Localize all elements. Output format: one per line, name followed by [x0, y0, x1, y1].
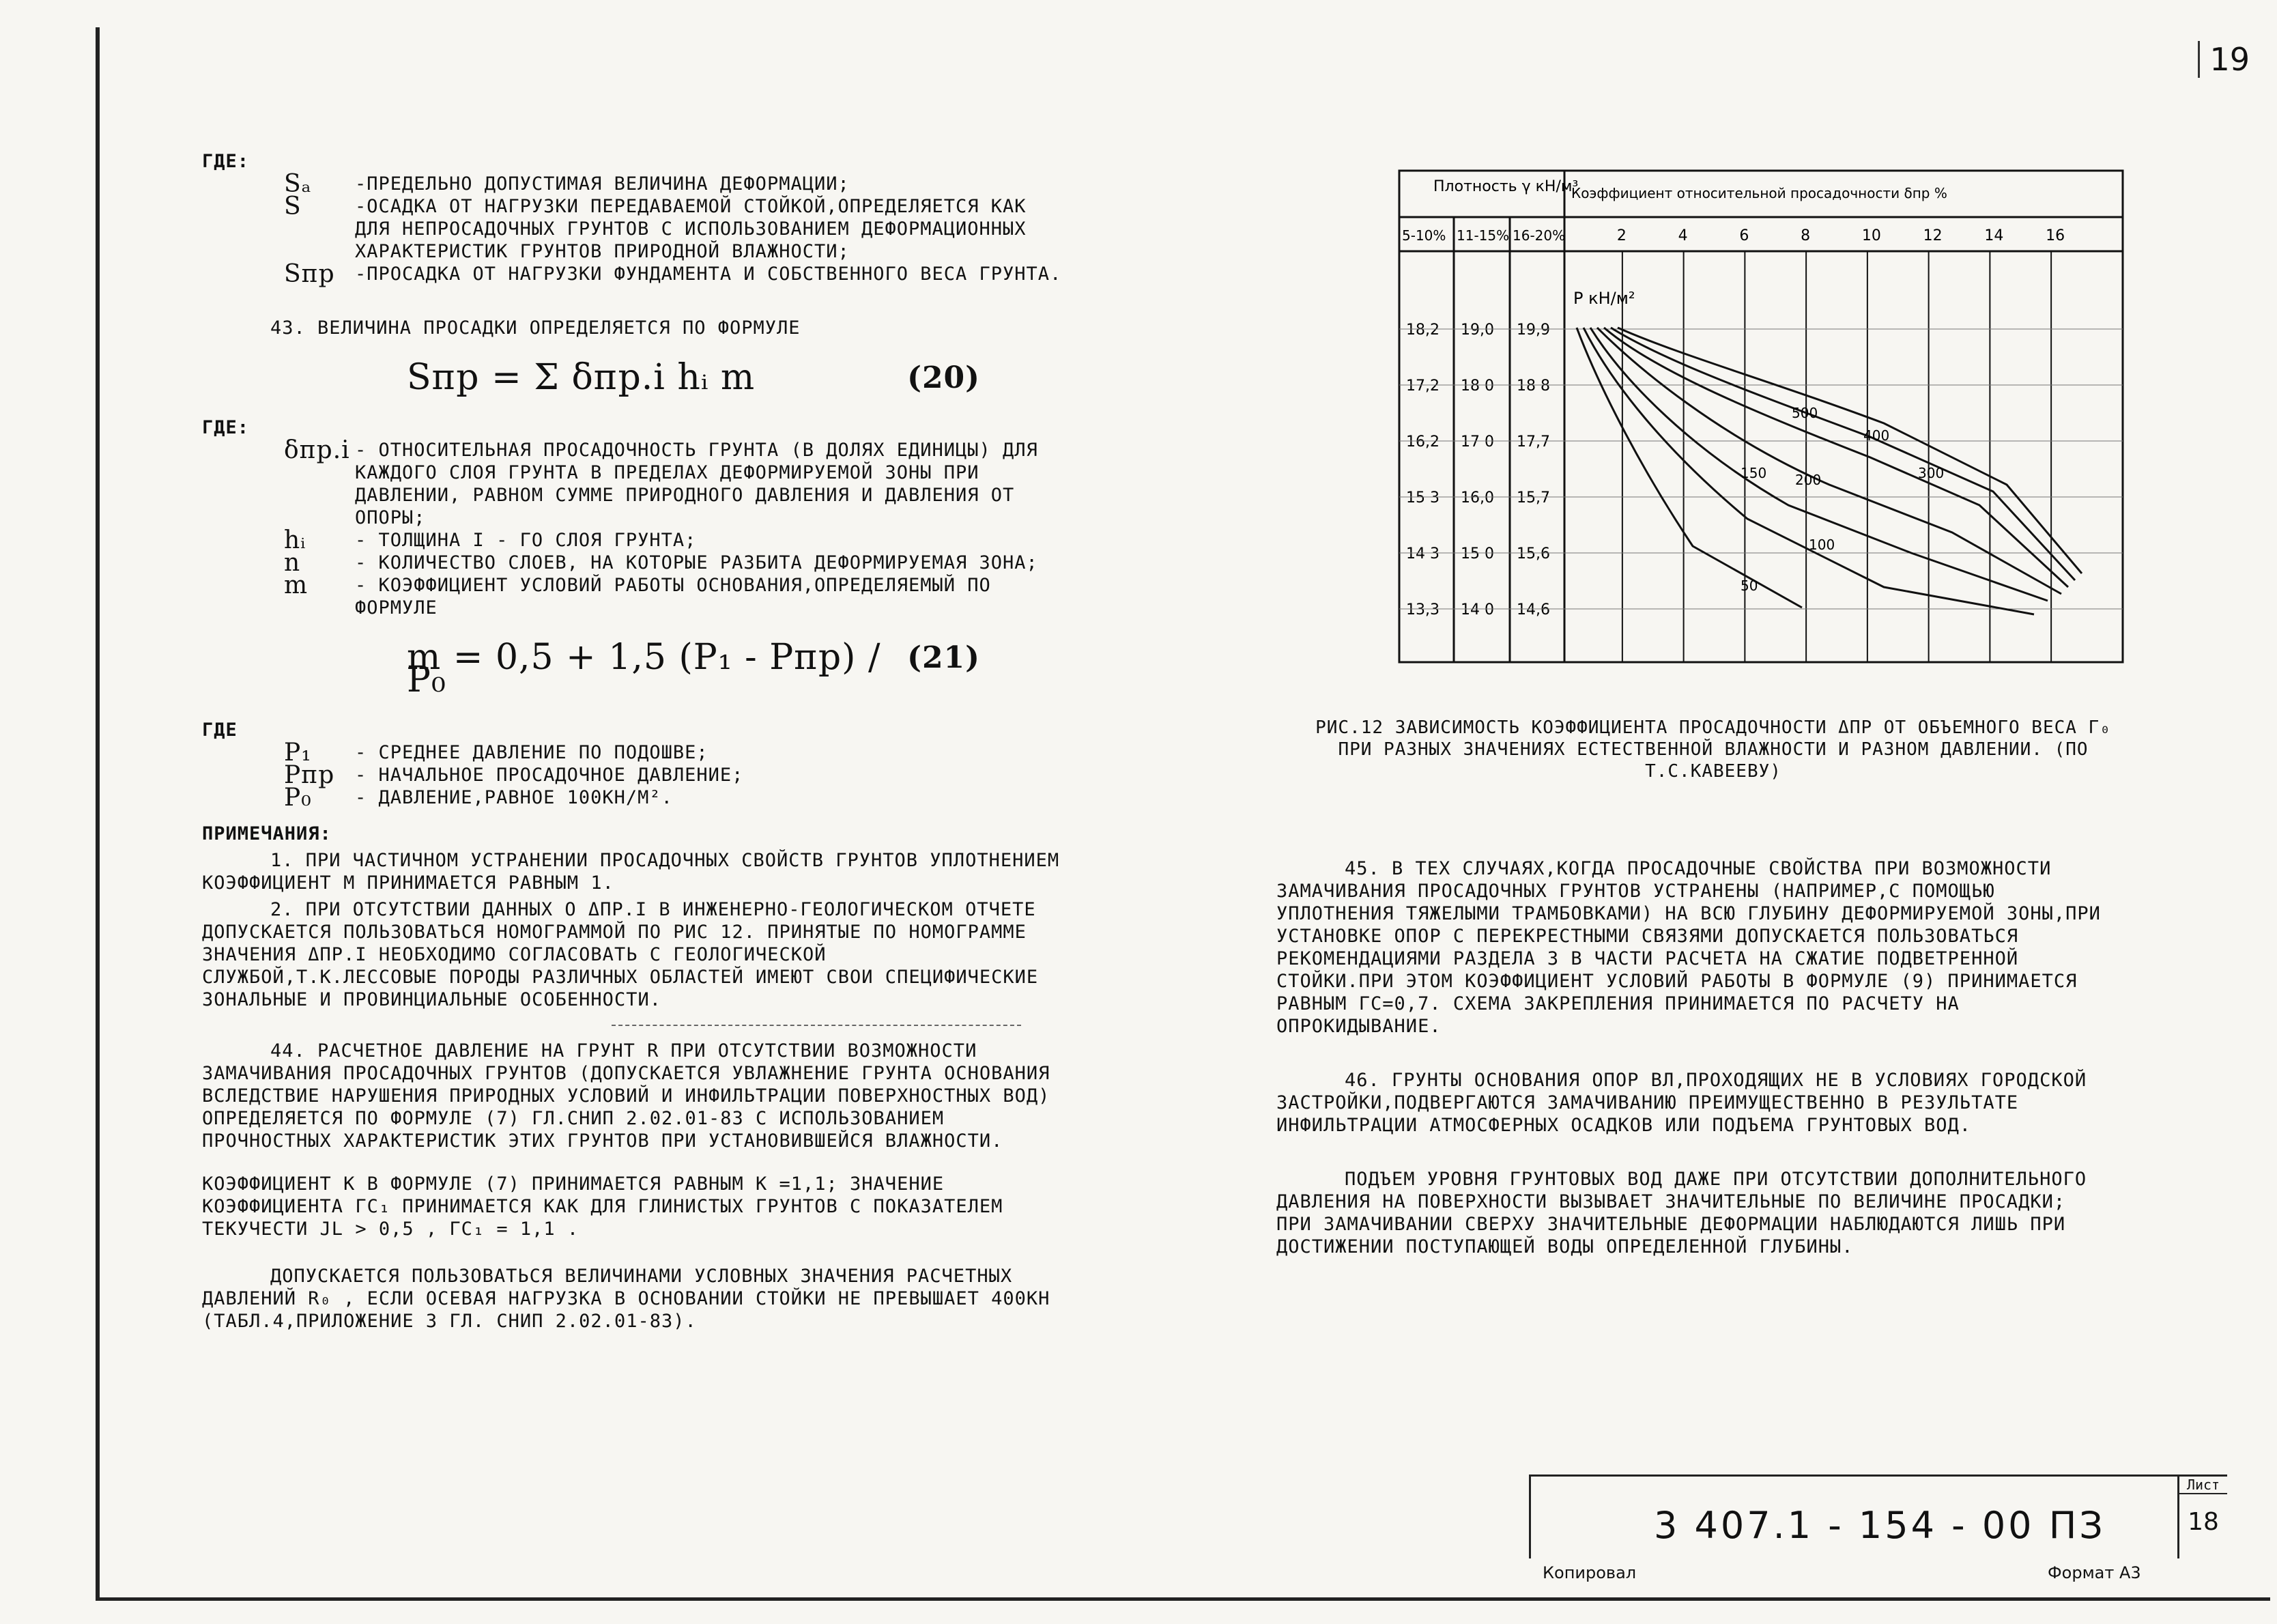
definition-row: P₀ - ДАВЛЕНИЕ,РАВНОЕ 100КН/М². [284, 784, 673, 812]
definition-row: hᵢ - ТОЛЩИНА I - ГО СЛОЯ ГРУНТА; [284, 526, 697, 554]
right-column [1276, 853, 2109, 1258]
density-value: 13,3 [1406, 601, 1440, 618]
density-value: 17,7 [1517, 433, 1550, 451]
paragraph-44c: ДОПУСКАЕТСЯ ПОЛЬЗОВАТЬСЯ ВЕЛИЧИНАМИ УСЛОВНЫХ ЗНАЧЕНИЯ РАСЧЕТНЫХ ДАВЛЕНИЙ R₀ , ЕСЛИ ОСЕВАЯ НАГРУЗКА В ОСНОВАНИИ СТОЙКИ НЕ ПРЕВЫШАЕТ 400КН (ТАБЛ.4,ПРИЛОЖЕНИЕ 3 ГЛ. СНИП 2.02.01-83). [202, 1266, 1050, 1332]
density-value: 19,9 [1517, 322, 1550, 339]
divider [612, 1025, 1021, 1026]
curve-150 [1590, 328, 2048, 601]
left-column [202, 150, 1062, 1333]
formula-21-expression: m = 0,5 + 1,5 (P₁ - Pпр) / P₀ [407, 637, 881, 700]
paragraph-46b: ПОДЪЕМ УРОВНЯ ГРУНТОВЫХ ВОД ДАЖЕ ПРИ ОТСУТСТВИИ ДОПОЛНИТЕЛЬНОГО ДАВЛЕНИЯ НА ПОВЕРХНОСТИ ВЫЗЫВАЕТ ЗНАЧИТЕЛЬНЫЕ ПО ВЕЛИЧИНЕ ПРОСАДКИ; ПРИ ЗАМАЧИВАНИИ СВЕРХУ ЗНАЧИТЕЛЬНЫЕ ДЕФОРМАЦИИ НАБЛЮДАЮТСЯ ЛИШЬ ПРИ ДОСТИЖЕНИИ ПОСТУПАЮЩЕЙ ВОДЫ ОПРЕДЕЛЕННОЙ ГЛУБИНЫ. [1276, 1169, 2087, 1257]
formula-21 [407, 637, 980, 700]
coef-tick-label: 8 [1801, 227, 1811, 244]
format-label: Формат А3 [2048, 1563, 2141, 1582]
definitions-3 [284, 739, 1062, 812]
curve-label: 100 [1809, 537, 1835, 553]
density-value: 15,7 [1517, 489, 1550, 507]
definition-row: Sₐ -ПРЕДЕЛЬНО ДОПУСТИМАЯ ВЕЛИЧИНА ДЕФОРМАЦИИ; [284, 170, 850, 198]
curve-50 [1577, 328, 1802, 608]
density-col-label: 5-10% [1402, 227, 1446, 244]
curve-label: 150 [1741, 465, 1767, 481]
density-value: 15,6 [1517, 545, 1550, 562]
density-value: 14 3 [1406, 545, 1440, 562]
curve-label: 50 [1741, 578, 1758, 594]
formula-20 [407, 357, 980, 398]
definitions-1 [284, 170, 1062, 288]
definition-row: Pпр - НАЧАЛЬНОЕ ПРОСАДОЧНОЕ ДАВЛЕНИЕ; [284, 761, 744, 789]
density-value: 17 0 [1461, 433, 1494, 451]
coef-tick-label: 16 [2046, 227, 2065, 244]
density-header: Плотность γ кН/м³ [1433, 178, 1579, 195]
paragraph-44: 44. РАСЧЕТНОЕ ДАВЛЕНИЕ НА ГРУНТ R ПРИ ОТСУТСТВИИ ВОЗМОЖНОСТИ ЗАМАЧИВАНИЯ ПРОСАДОЧНЫХ ГРУНТОВ (ДОПУСКАЕТСЯ УВЛАЖНЕНИЕ ГРУНТА ОСНОВАНИЯ ВСЛЕДСТВИЕ НАРУШЕНИЯ ПРИРОДНЫХ УСЛОВИЙ И ИНФИЛЬТРАЦИИ ПОВЕРХНОСТНЫХ ВОД) ОПРЕДЕЛЯЕТСЯ ПО ФОРМУЛЕ (7) ГЛ.СНИП 2.02.01-83 С ИСПОЛЬЗОВАНИЕМ ПРОЧНОСТНЫХ ХАРАКТЕРИСТИК ЭТИХ ГРУНТОВ ПРИ УСТАНОВИВШЕЙСЯ ВЛАЖНОСТИ. [202, 1040, 1050, 1152]
paragraph-43: 43. ВЕЛИЧИНА ПРОСАДКИ ОПРЕДЕЛЯЕТСЯ ПО ФОРМУЛЕ [270, 317, 801, 339]
sheet-label: Лист [2179, 1477, 2227, 1494]
coef-tick-label: 2 [1616, 227, 1627, 244]
curve-400 [1611, 328, 2075, 580]
where-label-1: ГДЕ: [202, 151, 250, 172]
density-col-label: 16-20% [1513, 227, 1566, 244]
notes-title: ПРИМЕЧАНИЯ: [202, 823, 332, 844]
density-value: 19,0 [1461, 322, 1494, 339]
density-value: 14 0 [1461, 601, 1494, 618]
note-1: 1. ПРИ ЧАСТИЧНОМ УСТРАНЕНИИ ПРОСАДОЧНЫХ СВОЙСТВ ГРУНТОВ УПЛОТНЕНИЕМ КОЭФФИЦИЕНТ M ПРИНИМАЕТСЯ РАВНЫМ 1. [202, 850, 1060, 894]
density-value: 18,2 [1406, 322, 1440, 339]
definition-row: S -ОСАДКА ОТ НАГРУЗКИ ПЕРЕДАВАЕМОЙ СТОЙКОЙ,ОПРЕДЕЛЯЕТСЯ КАК ДЛЯ НЕПРОСАДОЧНЫХ ГРУНТОВ С ИСПОЛЬЗОВАНИЕМ ДЕФОРМАЦИОННЫХ ХАРАКТЕРИСТИК ГРУНТОВ ПРИРОДНОЙ ВЛАЖНОСТИ; [284, 193, 1027, 262]
curve-label: 400 [1863, 427, 1890, 444]
coef-tick-label: 12 [1923, 227, 1943, 244]
density-value: 15 3 [1406, 489, 1440, 507]
density-col-label: 11-15% [1457, 227, 1510, 244]
density-value: 16,0 [1461, 489, 1494, 507]
definition-row: n - КОЛИЧЕСТВО СЛОЕВ, НА КОТОРЫЕ РАЗБИТА ДЕФОРМИРУЕМАЯ ЗОНА; [284, 549, 1038, 577]
density-value: 16,2 [1406, 433, 1440, 451]
formula-20-expression: Sпр = Σ δпр.i hᵢ m [407, 357, 756, 398]
coef-tick-label: 4 [1678, 227, 1688, 244]
coef-tick-label: 14 [1984, 227, 2004, 244]
page-number: 19 [2198, 41, 2250, 78]
formula-20-number: (20) [907, 360, 980, 395]
curves [1577, 328, 2082, 614]
figure-caption: РИС.12 ЗАВИСИМОСТЬ КОЭФФИЦИЕНТА ПРОСАДОЧНОСТИ ΔПР ОТ ОБЪЕМНОГО ВЕСА Γ₀ ПРИ РАЗНЫХ ЗНАЧЕНИЯХ ЕСТЕСТВЕННОЙ ВЛАЖНОСТИ И РАЗНОМ ДАВЛЕНИИ. (ПО Т.С.КАВЕЕВУ) [1315, 717, 2111, 782]
nomogram-figure [1392, 164, 2130, 669]
note-2: 2. ПРИ ОТСУТСТВИИ ДАННЫХ О ΔПР.I В ИНЖЕНЕРНО-ГЕОЛОГИЧЕСКОМ ОТЧЕТЕ ДОПУСКАЕТСЯ ПОЛЬЗОВАТЬСЯ НОМОГРАММОЙ ПО РИС 12. ПРИНЯТЫЕ ПО НОМОГРАММЕ ЗНАЧЕНИЯ ΔПР.I НЕОБХОДИМО СОГЛАСОВАТЬ С ГЕОЛОГИЧЕСКОЙ СЛУЖБОЙ,Т.К.ЛЕССОВЫЕ ПОРОДЫ РАЗЛИЧНЫХ ОБЛАСТЕЙ ИМЕЮТ СВОИ СПЕЦИФИЧЕСКИЕ ЗОНАЛЬНЫЕ И ПРОВИНЦИАЛЬНЫЕ ОСОБЕННОСТИ. [202, 899, 1039, 1010]
paragraph-44b: КОЭФФИЦИЕНТ K В ФОРМУЛЕ (7) ПРИНИМАЕТСЯ РАВНЫМ K =1,1; ЗНАЧЕНИЕ КОЭФФИЦИЕНТА ΓC₁ ПРИНИМАЕТСЯ КАК ДЛЯ ГЛИНИСТЫХ ГРУНТОВ С ПОКАЗАТЕЛЕМ ТЕКУЧЕСТИ JL > 0,5 , ΓC₁ = 1,1 . [202, 1173, 1003, 1240]
density-value: 17,2 [1406, 377, 1440, 395]
paragraph-45: 45. В ТЕХ СЛУЧАЯХ,КОГДА ПРОСАДОЧНЫЕ СВОЙСТВА ПРИ ВОЗМОЖНОСТИ ЗАМАЧИВАНИЯ ПРОСАДОЧНЫХ ГРУНТОВ УСТРАНЕНЫ (НАПРИМЕР,С ПОМОЩЬЮ УПЛОТНЕНИЯ ТЯЖЕЛЫМИ ТРАМБОВКАМИ) НА ВСЮ ГЛУБИНУ ДЕФОРМИРУЕМОЙ ЗОНЫ,ПРИ УСТАНОВКЕ ОПОР С ПЕРЕКРЕСТНЫМИ СВЯЗЯМИ ДОПУСКАЕТСЯ ПОЛЬЗОВАТЬСЯ РЕКОМЕНДАЦИЯМИ РАЗДЕЛА 3 В ЧАСТИ РАСЧЕТА НА СЖАТИЕ ПОДВЕТРЕННОЙ СТОЙКИ.ПРИ ЭТОМ КОЭФФИЦИЕНТ УСЛОВИЙ РАБОТЫ В ФОРМУЛЕ (9) ПРИНИМАЕТСЯ РАВНЫМ ΓC=0,7. СХЕМА ЗАКРЕПЛЕНИЯ ПРИНИМАЕТСЯ ПО РАСЧЕТУ НА ОПРОКИДЫВАНИЕ. [1276, 858, 2101, 1037]
density-value: 14,6 [1517, 601, 1550, 618]
sheet-number: 18 [2188, 1508, 2219, 1536]
curve-label: 300 [1918, 465, 1945, 481]
definition-row: m - КОЭФФИЦИЕНТ УСЛОВИЙ РАБОТЫ ОСНОВАНИЯ,ОПРЕДЕЛЯЕМЫЙ ПО ФОРМУЛЕ [284, 571, 991, 618]
definition-row: Sпр -ПРОСАДКА ОТ НАГРУЗКИ ФУНДАМЕНТА И СОБСТВЕННОГО ВЕСА ГРУНТА. [284, 260, 1062, 288]
density-value: 18 0 [1461, 377, 1494, 395]
title-block [1529, 1475, 2227, 1558]
pressure-label: P кН/м² [1573, 289, 1635, 308]
paragraph-46: 46. ГРУНТЫ ОСНОВАНИЯ ОПОР ВЛ,ПРОХОДЯЩИХ НЕ В УСЛОВИЯХ ГОРОДСКОЙ ЗАСТРОЙКИ,ПОДВЕРГАЮТСЯ ЗАМАЧИВАНИЮ ПРЕИМУЩЕСТВЕННО В РЕЗУЛЬТАТЕ ИНФИЛЬТРАЦИИ АТМОСФЕРНЫХ ОСАДКОВ ИЛИ ПОДЪЕМА ГРУНТОВЫХ ВОД. [1276, 1070, 2087, 1136]
curve-label: 500 [1792, 405, 1818, 421]
where-label-3: ГДЕ [202, 720, 238, 741]
formula-21-number: (21) [907, 640, 980, 675]
where-label-2: ГДЕ: [202, 417, 250, 438]
definition-row: δпр.i - ОТНОСИТЕЛЬНАЯ ПРОСАДОЧНОСТЬ ГРУНТА (В ДОЛЯХ ЕДИНИЦЫ) ДЛЯ КАЖДОГО СЛОЯ ГРУНТА В ПРЕДЕЛАХ ДЕФОРМИРУЕМОЙ ЗОНЫ ПРИ ДАВЛЕНИИ, РАВНОМ СУММЕ ПРИРОДНОГО ДАВЛЕНИЯ И ДАВЛЕНИЯ ОТ ОПОРЫ; [284, 436, 1038, 528]
document-code: 3 407.1 - 154 - 00 ПЗ [1654, 1504, 2106, 1547]
coef-header: Коэффициент относительной просадочности δпр % [1571, 185, 1947, 201]
sheet-box [2177, 1477, 2227, 1558]
coef-tick-label: 6 [1739, 227, 1749, 244]
definition-row: P₁ - СРЕДНЕЕ ДАВЛЕНИЕ ПО ПОДОШВЕ; [284, 739, 708, 767]
coef-tick-label: 10 [1861, 227, 1881, 244]
density-value: 18 8 [1517, 377, 1550, 395]
curve-label: 200 [1795, 472, 1822, 488]
copied-by-label: Копировал [1543, 1563, 1637, 1582]
definitions-2 [284, 436, 1062, 619]
curve-300 [1604, 328, 2068, 587]
density-value: 15 0 [1461, 545, 1494, 562]
